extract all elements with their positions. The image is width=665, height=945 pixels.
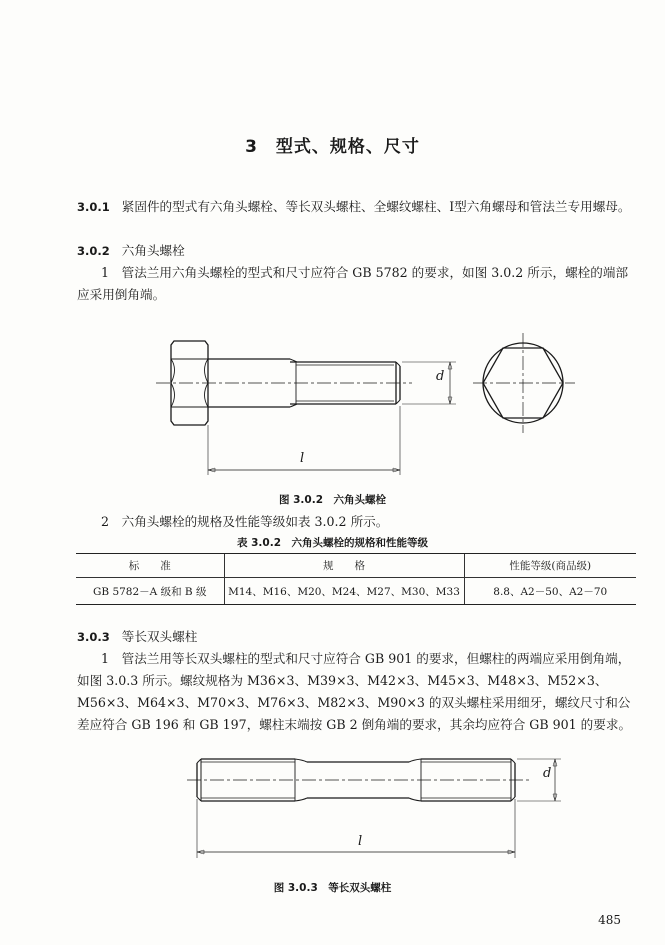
bolt-dimension-l-label: l (300, 451, 305, 466)
clause-3-0-2-heading (77, 240, 185, 262)
table-header-row (76, 554, 636, 578)
clause-heading: 等长双头螺柱 (121, 629, 198, 644)
bolt-dimension-d-label: d (436, 369, 445, 384)
figure-caption-3-0-3: 图 3.0.3 等长双头螺柱 (273, 882, 392, 894)
clause-3-0-2-item-1: 1 管法兰用六角头螺栓的型式和尺寸应符合 GB 5782 的要求，如图 3.0.2 所示，螺栓的端部应采用倒角端。 (77, 265, 629, 302)
table-header-cell: 性能等级(商品级) (464, 554, 636, 578)
clause-number: 3.0.2 (77, 244, 110, 258)
stud-dimension-l-label: l (358, 834, 363, 849)
figure-caption-3-0-2: 图 3.0.2 六角头螺栓 (278, 494, 387, 506)
clause-text: 紧固件的型式有六角头螺栓、等长双头螺柱、全螺纹螺柱、Ⅰ型六角螺母和管法兰专用螺母。 (121, 199, 631, 214)
table-header-cell: 标 准 (76, 554, 224, 578)
clause-number: 3.0.1 (77, 200, 110, 214)
stud-dimension-d-label: d (543, 766, 552, 781)
table-cell: M14、M16、M20、M24、M27、M30、M33 (224, 578, 464, 605)
clause-3-0-3-item-1: 1 管法兰用等长双头螺柱的型式和尺寸应符合 GB 901 的要求，但螺柱的两端应采用倒角端，如图 3.0.3 所示。螺纹规格为 M36×3、M39×3、M42×3、M45×3、M48×3、M52×3、M56×3、M64×3、M70×3、M76×3、M82×3、M90×3 的双头螺柱采用细牙，螺纹尺寸和公差应符合 GB 196 和 GB 197，螺柱末端按 GB 2 倒角端的要求，其余均应符合 GB 901 的要求。 (77, 651, 632, 732)
page-number: 485 (598, 913, 621, 927)
table-cell: GB 5782－A 级和 B 级 (93, 585, 207, 598)
hex-bolt-drawing (150, 325, 580, 475)
clause-number: 3.0.3 (77, 630, 110, 644)
table-header-cell: 规 格 (224, 554, 464, 578)
clause-heading: 六角头螺栓 (121, 243, 185, 258)
table-caption-3-0-2: 表 3.0.2 六角头螺栓的规格和性能等级 (236, 537, 429, 549)
table-cell: 8.8、A2－50、A2－70 (464, 578, 636, 605)
clause-3-0-3-heading (77, 626, 197, 648)
spec-table (76, 553, 636, 605)
section-title: 3 型式、规格、尺寸 (245, 137, 420, 157)
stud-bolt-drawing (183, 750, 563, 860)
clause-3-0-2-item-2: 2 六角头螺栓的规格及性能等级如表 3.0.2 所示。 (101, 514, 389, 529)
clause-3-0-1 (77, 196, 637, 218)
table-row (76, 578, 636, 605)
